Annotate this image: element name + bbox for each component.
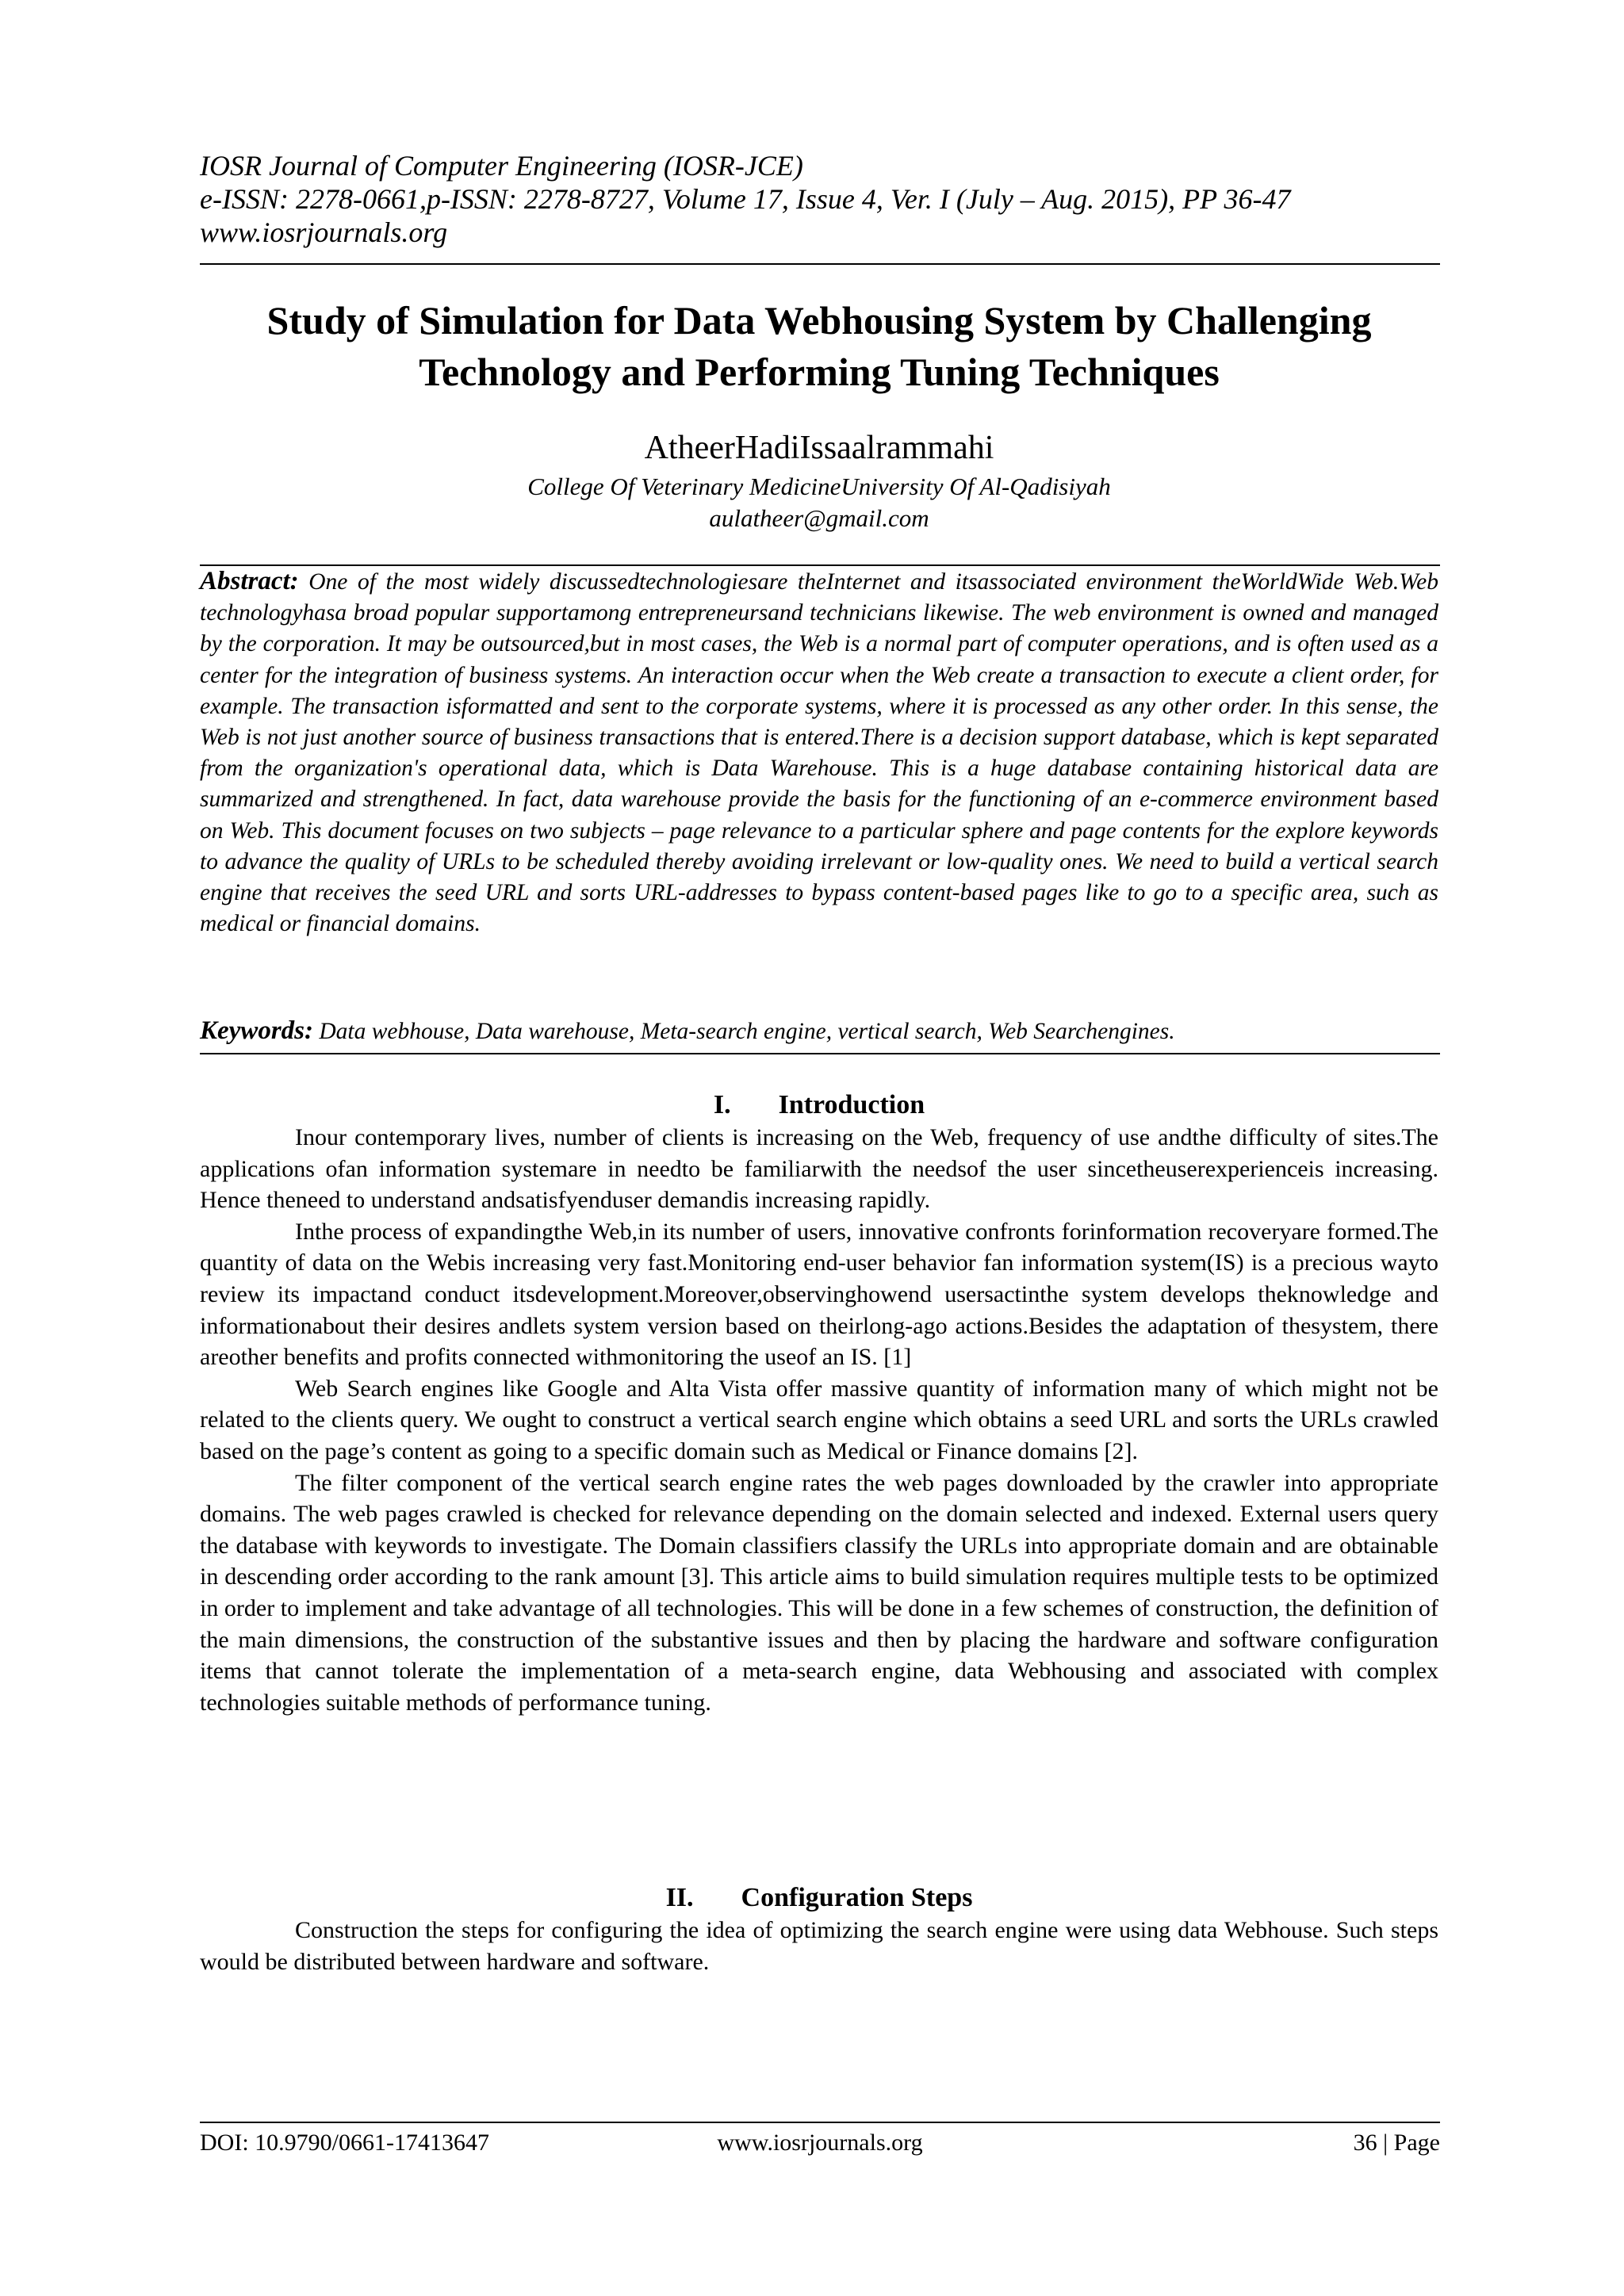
paragraph: Construction the steps for configuring the idea of optimizing the search engine were using data Webhouse. Such steps would be distributed between hardware and software. xyxy=(200,1917,1438,1975)
keywords xyxy=(200,1015,1438,1047)
keywords-label: Keywords: xyxy=(200,1016,313,1045)
footer-page-number: 36 | Page xyxy=(1353,2130,1440,2156)
paragraph: Inthe process of expandingthe Web,in its number of users, innovative confronts forinformation recoveryare formed.The quantity of data on the Webis increasing very fast.Monitoring end-user behavior fan information system(IS) is a precious wayto review its impactand conduct itsdevelopment.Moreover,observinghowend usersactinthe system develops theknowledge and informationabout their desires andlets system version based on theirlong-ago actions.Besides the adaptation of thesystem, there areother benefits and profits connected withmonitoring the useof an IS. [1] xyxy=(200,1218,1438,1371)
section-title: Introduction xyxy=(778,1090,925,1119)
author-affiliation-block xyxy=(200,471,1438,534)
author-name: AtheerHadiIssaalrammahi xyxy=(644,430,994,466)
section-title: Configuration Steps xyxy=(741,1883,973,1912)
title-line-2: Technology and Performing Tuning Techniques xyxy=(419,350,1220,394)
journal-name: IOSR Journal of Computer Engineering (IOSR-JCE) xyxy=(200,150,803,182)
journal-website: www.iosrjournals.org xyxy=(200,216,448,248)
footer-website: www.iosrjournals.org xyxy=(717,2130,923,2156)
paragraph: Inour contemporary lives, number of clients is increasing on the Web, frequency of use andthe difficulty of sites.The applications ofan information systemare in needto be familiarwith the needsof the user sincetheuserexperienceis increasing. Hence theneed to understand andsatisfyenduser demandis increasing rapidly. xyxy=(200,1124,1438,1214)
section-number: I. xyxy=(713,1090,731,1119)
author-affiliation: College Of Veterinary MedicineUniversity Of Al-Qadisiyah xyxy=(527,473,1111,500)
paper-title xyxy=(200,295,1438,398)
abstract-label: Abstract: xyxy=(200,567,299,595)
footer-doi: DOI: 10.9790/0661-17413647 xyxy=(200,2130,489,2156)
section-heading-introduction xyxy=(200,1088,1438,1123)
section-number: II. xyxy=(665,1883,694,1912)
author-email: aulatheer@gmail.com xyxy=(709,504,929,532)
journal-header xyxy=(200,149,1438,249)
introduction-body xyxy=(200,1122,1438,1718)
paragraph: The filter component of the vertical search engine rates the web pages downloaded by the crawler into appropriate domains. The web pages crawled is checked for relevance depending on the domain selected and indexed. External users query the database with keywords to investigate. The Domain classifiers classify the URLs into appropriate domain and are obtainable in descending order according to the rank amount [3]. This article aims to build simulation requires multiple tests to be optimized in order to implement and take advantage of all technologies. This will be done in a few schemes of construction, the definition of the main dimensions, the construction of the substantive issues and then by placing the hardware and software configuration items that cannot tolerate the implementation of a meta-search engine, data Webhousing and associated with complex technologies suitable methods of performance tuning. xyxy=(200,1469,1438,1716)
abstract xyxy=(200,566,1438,939)
abstract-bottom-divider xyxy=(200,1053,1440,1054)
abstract-text: One of the most widely discussedtechnologiesare theInternet and itsassociated environment theWorldWide Web.Web technologyhasa broad popular supportamong entrepreneursand technicians likewise. The web environment is owned and managed by the corporation. It may be outsourced,but in most cases, the Web is a normal part of computer operations, and is often used as a center for the integration of business systems. An interaction occur when the Web create a transaction to execute a client order, for example. The transaction isformatted and sent to the corporate systems, where it is processed as any other order. In this sense, the Web is not just another source of business transactions that is entered.There is a decision support database, which is kept separated from the organization's operational data, which is Data Warehouse. This is a huge database containing historical data are summarized and strengthened. In fact, data warehouse provide the basis for the functioning of an e-commerce environment based on Web. This document focuses on two subjects – page relevance to a particular sphere and page contents for the explore keywords to advance the quality of URLs to be scheduled thereby avoiding irrelevant or low-quality ones. We need to build a vertical search engine that receives the seed URL and sorts URL-addresses to bypass content-based pages like to go to a specific area, such as medical or financial domains. xyxy=(200,569,1438,937)
footer-divider xyxy=(200,2122,1440,2123)
paragraph: Web Search engines like Google and Alta Vista offer massive quantity of information many of which might not be related to the clients query. We ought to construct a vertical search engine which obtains a seed URL and sorts the URLs crawled based on the page’s content as going to a specific domain such as Medical or Finance domains [2]. xyxy=(200,1375,1438,1464)
journal-issn: e-ISSN: 2278-0661,p-ISSN: 2278-8727, Volume 17, Issue 4, Ver. I (July – Aug. 2015), PP 36-47 xyxy=(200,183,1291,215)
configuration-steps-body xyxy=(200,1915,1438,1977)
keywords-text: Data webhouse, Data warehouse, Meta-search engine, vertical search, Web Searchengines. xyxy=(313,1019,1175,1044)
section-heading-configuration-steps xyxy=(200,1881,1438,1915)
title-line-1: Study of Simulation for Data Webhousing System by Challenging xyxy=(266,298,1372,342)
header-divider xyxy=(200,263,1440,265)
